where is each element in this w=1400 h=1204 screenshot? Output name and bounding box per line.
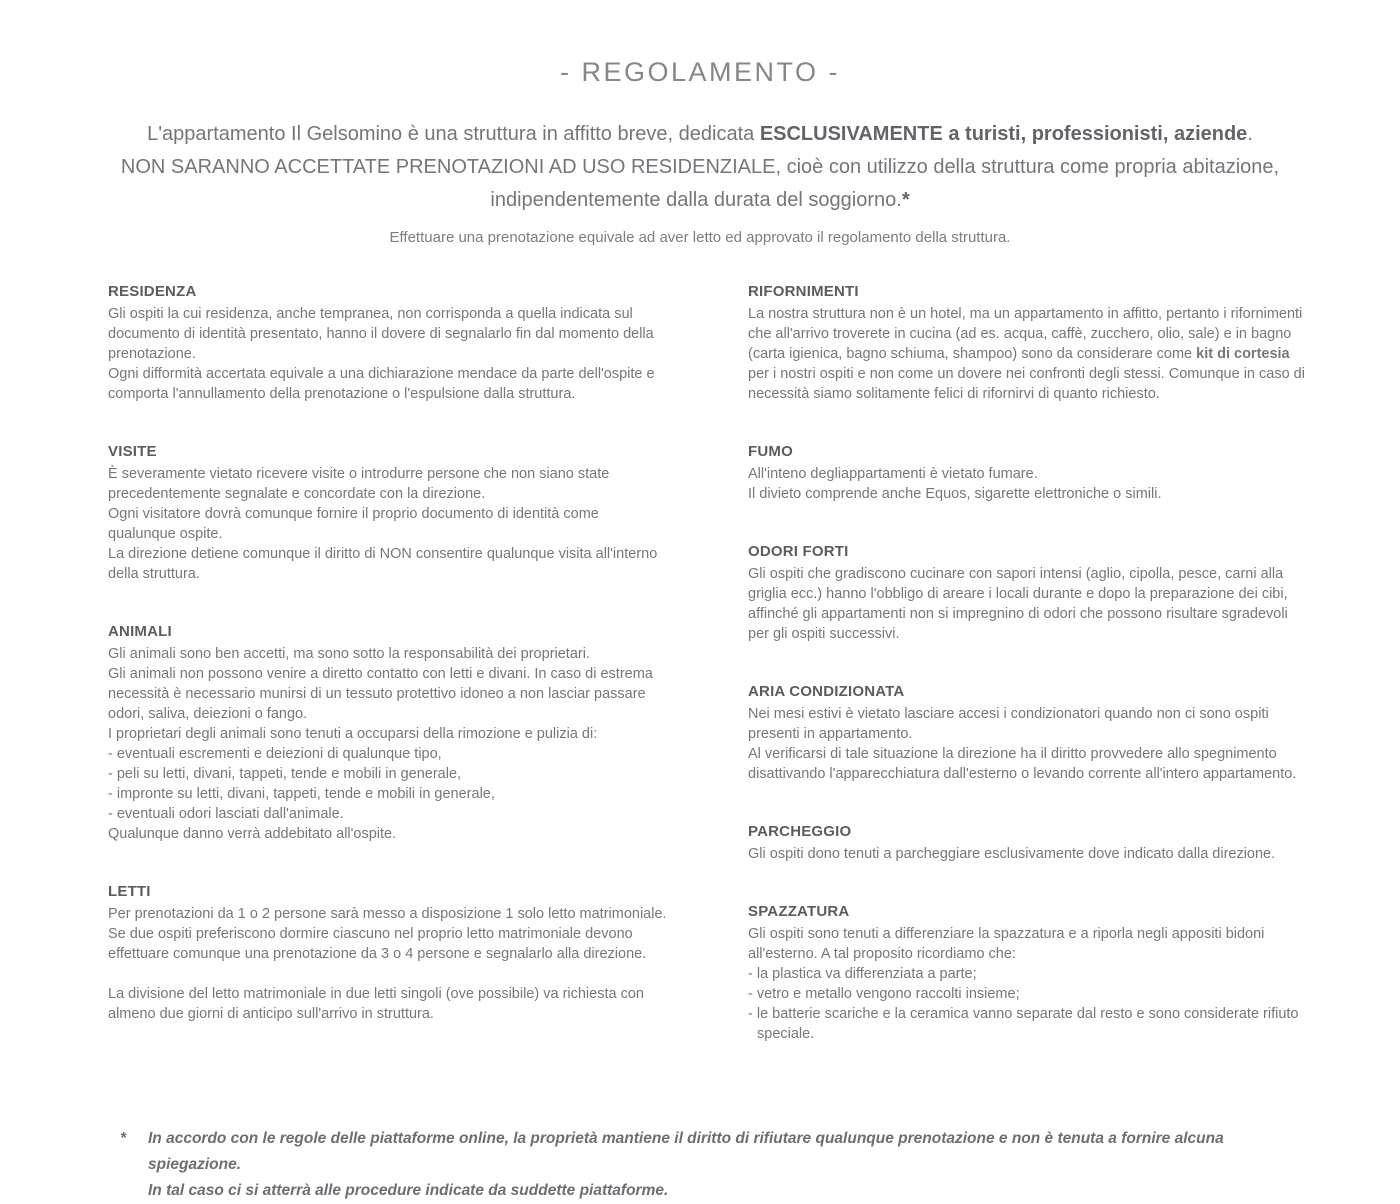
section-animali (108, 622, 668, 844)
section-visite-heading: VISITE (108, 443, 157, 460)
section-fumo (748, 442, 1308, 504)
list-item: - le batterie scariche e la ceramica vanno separate dal resto e sono considerate rifiuto speciale. (748, 1006, 1299, 1042)
booking-acceptance-note: Effettuare una prenotazione equivale ad aver letto ed approvato il regolamento della struttura. (389, 229, 1011, 246)
section-odori-forti-heading: ODORI FORTI (748, 543, 849, 560)
intro-line2: NON SARANNO ACCETTATE PRENOTAZIONI AD USO RESIDENZIALE, cioè con utilizzo della struttura come propria abitazione, (120, 156, 1280, 178)
section-paragraph: Gli ospiti dono tenuti a parcheggiare esclusivamente dove indicato dalla direzione. (748, 846, 1276, 862)
section-visite (108, 442, 668, 584)
section-paragraph: Ogni visitatore dovrà comunque fornire il proprio documento di identità come qualunque ospite. (108, 506, 599, 542)
section-paragraph: Qualunque danno verrà addebitato all'ospite. (108, 826, 397, 842)
section-animali-heading: ANIMALI (108, 623, 172, 640)
rifornimenti-text-pre: La nostra struttura non è un hotel, ma un appartamento in affitto, pertanto i rifornimenti che all'arrivo troverete in cucina (ad es. acqua, caffè, zucchero, olio, sale) e in bagno (carta igienica, bagno schiuma, shampoo) sono da considerare come (748, 306, 1303, 362)
intro-line1-post: . (1247, 123, 1253, 145)
section-paragraph: Gli ospiti che gradiscono cucinare con sapori intensi (aglio, cipolla, pesce, carni alla griglia ecc.) hanno l'obbligo di areare i locali durante e dopo la preparazione dei cibi, affinché gli appartamenti non si impregnino di odori che possono risultare sgradevoli per gli ospiti successivi. (748, 566, 1288, 642)
list-item: - eventuali odori lasciati dall'animale. (108, 806, 344, 822)
section-aria-condizionata (748, 682, 1308, 784)
section-aria-condizionata-heading: ARIA CONDIZIONATA (748, 683, 905, 700)
section-odori-forti (748, 542, 1308, 644)
section-paragraph: Gli ospiti la cui residenza, anche tempranea, non corrisponda a quella indicata sul documento di identità presentato, hanno il dovere di segnalarlo fin dal momento della prenotazione. (108, 306, 654, 362)
section-spazzatura (748, 902, 1308, 1044)
section-parcheggio (748, 822, 1308, 864)
intro-line1-bold: ESCLUSIVAMENTE a turisti, professionisti, aziende (759, 123, 1248, 145)
intro-asterisk: * (901, 189, 910, 211)
section-fumo-heading: FUMO (748, 443, 793, 460)
section-paragraph: La direzione detiene comunque il diritto di NON consentire qualunque visita all'interno della struttura. (108, 546, 658, 582)
section-paragraph: All'inteno degliappartamenti è vietato fumare. (748, 466, 1038, 482)
rifornimenti-text-bold: kit di cortesia (1196, 346, 1290, 362)
section-rifornimenti (748, 282, 1308, 404)
footnote-line1: In accordo con le regole delle piattaforme online, la proprietà mantiene il diritto di rifiutare qualunque prenotazione e non è tenuta a fornire alcuna spiegazione. (148, 1130, 1224, 1173)
section-letti (108, 882, 668, 1024)
section-letti-heading: LETTI (108, 883, 151, 900)
section-paragraph: Nei mesi estivi è vietato lasciare accesi i condizionatori quando non ci sono ospiti presenti in appartamento. (748, 706, 1269, 742)
footnote-asterisk: * (120, 1130, 127, 1147)
section-paragraph: Al verificarsi di tale situazione la direzione ha il diritto provvedere allo spegnimento disattivando l'apparecchiatura dall'esterno o levando corrente all'intero appartamento. (748, 746, 1297, 782)
section-paragraph: I proprietari degli animali sono tenuti a occuparsi della rimozione e pulizia di: (108, 726, 598, 742)
section-paragraph: Ogni difformità accertata equivale a una dichiarazione mendace da parte dell'ospite e comporta l'annullamento della prenotazione o l'espulsione dalla struttura. (108, 366, 655, 402)
list-item: - vetro e metallo vengono raccolti insieme; (748, 986, 1020, 1002)
section-paragraph: Gli animali sono ben accetti, ma sono sotto la responsabilità dei proprietari. (108, 646, 590, 662)
section-paragraph: Per prenotazioni da 1 o 2 persone sarà messo a disposizione 1 solo letto matrimoniale. (108, 906, 667, 922)
section-paragraph: Gli ospiti sono tenuti a differenziare la spazzatura e a riporla negli appositi bidoni all'esterno. A tal proposito ricordiamo che: (748, 926, 1265, 962)
footnote-text (148, 1126, 1280, 1204)
section-spazzatura-heading: SPAZZATURA (748, 903, 850, 920)
right-column (748, 282, 1308, 1082)
intro-line3: indipendentemente dalla durata del soggiorno. (490, 189, 902, 211)
section-paragraph: La divisione del letto matrimoniale in due letti singoli (ove possibile) va richiesta con almeno due giorni di anticipo sull'arrivo in struttura. (108, 986, 644, 1022)
regolamento-document (0, 57, 1400, 1199)
section-residenza-heading: RESIDENZA (108, 283, 197, 300)
intro-line1-pre: L'appartamento Il Gelsomino è una struttura in affitto breve, dedicata (147, 123, 760, 145)
two-column-body (108, 282, 1400, 1082)
footnote-line2: In tal caso ci si atterrà alle procedure indicate da suddette piattaforme. (148, 1182, 669, 1199)
rifornimenti-text-post: per i nostri ospiti e non come un dovere nei confronti degli stessi. Comunque in caso di necessità siamo solitamente felici di rifornirvi di quanto richiesto. (748, 366, 1305, 402)
section-rifornimenti-heading: RIFORNIMENTI (748, 283, 859, 300)
page-title: - REGOLAMENTO - (559, 57, 841, 87)
intro-paragraph (70, 118, 1330, 217)
left-column (108, 282, 668, 1082)
section-paragraph: Il divieto comprende anche Equos, sigarette elettroniche o simili. (748, 486, 1162, 502)
list-item: - impronte su letti, divani, tappeti, tende e mobili in generale, (108, 786, 495, 802)
footnote (120, 1126, 1280, 1204)
section-paragraph: È severamente vietato ricevere visite o introdurre persone che non siano state precedentemente segnalate e concordate con la direzione. (108, 466, 610, 502)
list-item: - peli su letti, divani, tappeti, tende e mobili in generale, (108, 766, 462, 782)
section-paragraph (748, 304, 1308, 404)
section-paragraph: Gli animali non possono venire a diretto contatto con letti e divani. In caso di estrema necessità è necessario munirsi di un tessuto protettivo idoneo a non lasciar passare odori, saliva, deiezioni o fango. (108, 666, 653, 722)
section-residenza (108, 282, 668, 404)
section-parcheggio-heading: PARCHEGGIO (748, 823, 852, 840)
list-item: - la plastica va differenziata a parte; (748, 966, 977, 982)
list-item: - eventuali escrementi e deiezioni di qualunque tipo, (108, 746, 442, 762)
section-paragraph: Se due ospiti preferiscono dormire ciascuno nel proprio letto matrimoniale devono effettuare comunque una prenotazione da 3 o 4 persone e segnalarlo alla direzione. (108, 926, 647, 962)
